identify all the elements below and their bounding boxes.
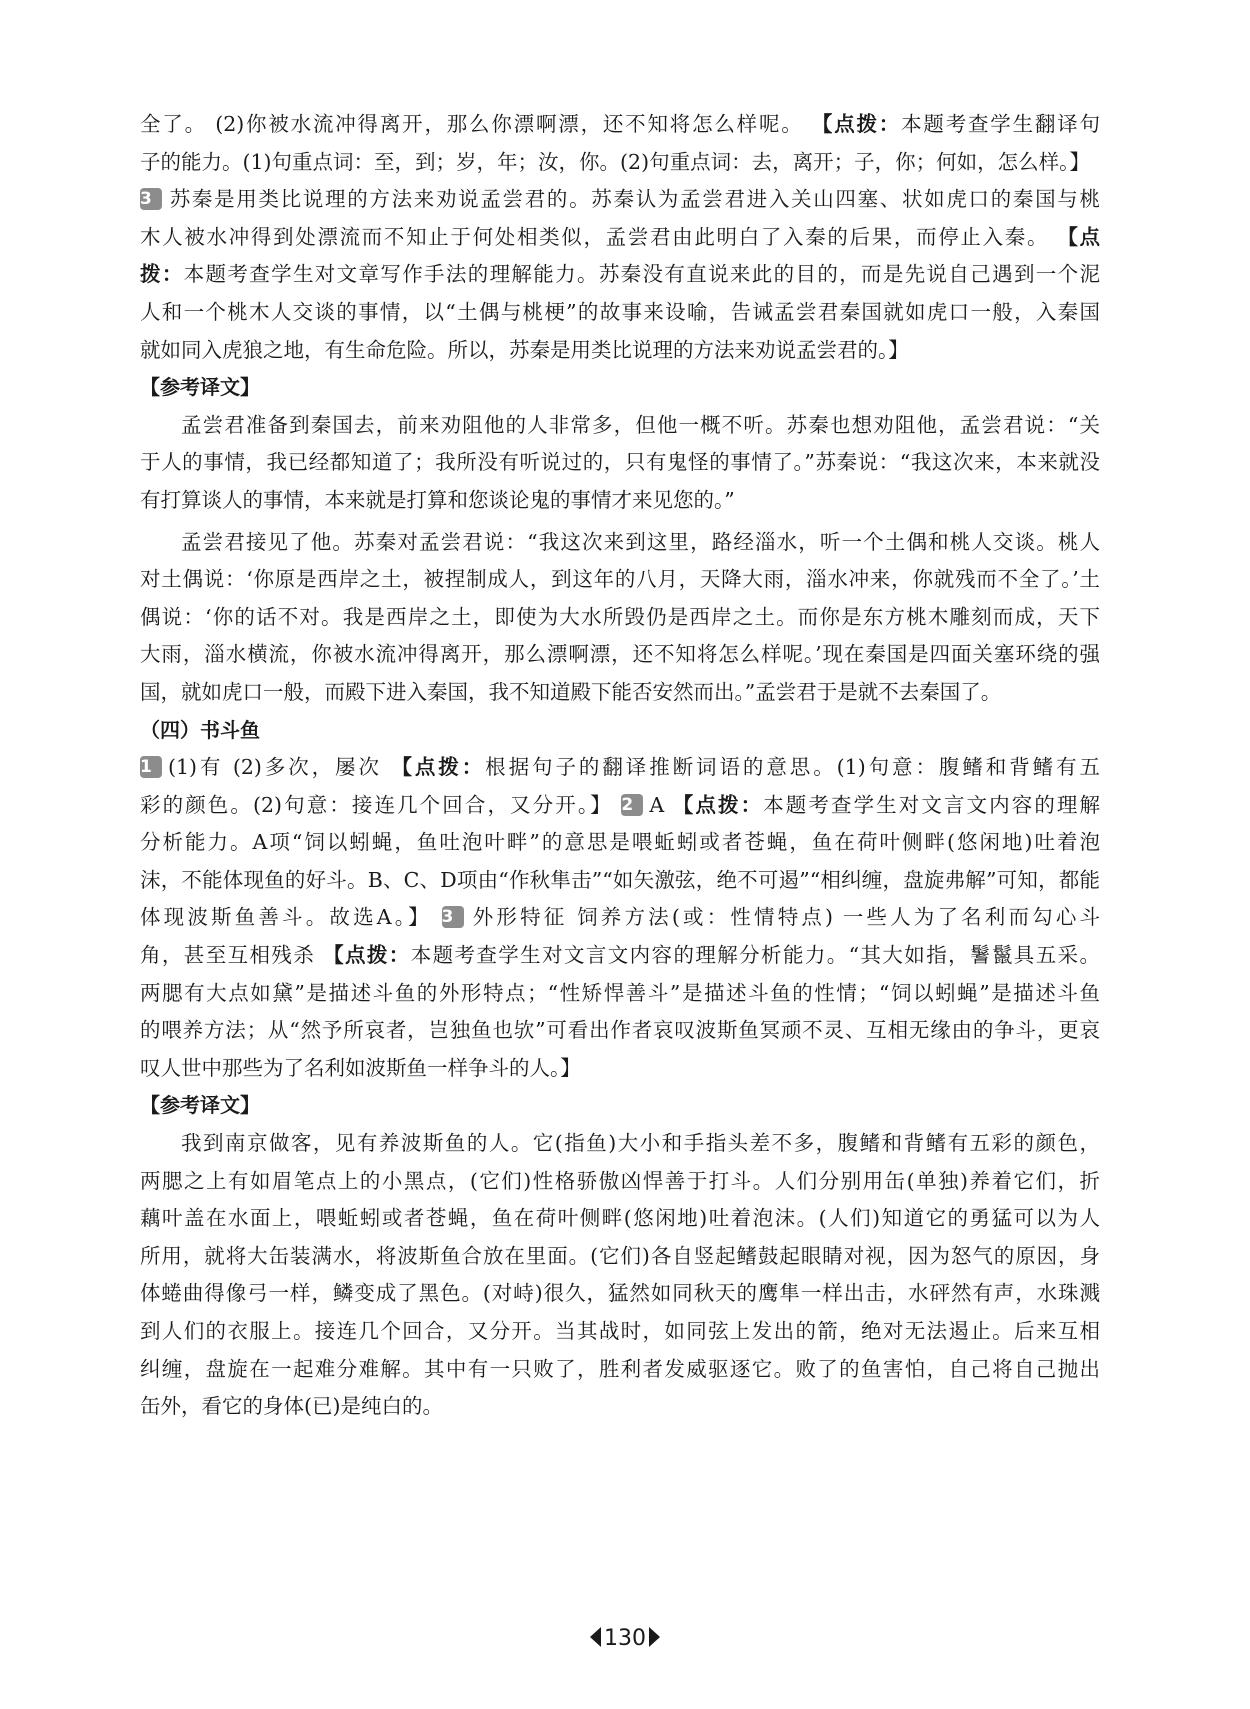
- text-line: [140, 106, 1100, 144]
- text-line: 沫，不能体现鱼的好斗。B、C、D项由“作秋隼击”“如矢激弦，绝不可遏”“相纠缠，盘旋弗解”可知，都能: [140, 867, 1100, 892]
- text-line: 纠缠，盘旋在一起难分难解。其中有一只败了，胜利者发威驱逐它。败了的鱼害怕，自己将自己抛出: [140, 1356, 1100, 1381]
- question-number-badge: 3: [140, 188, 162, 210]
- answer-text: 木人被水冲得到处漂流而不知止于何处相类似，孟尝君由此明白了入秦的后果，而停止入秦。: [140, 224, 1058, 249]
- text-line: 对土偶说：‘你原是西岸之土，被捏制成人，到这年的八月，天降大雨，淄水冲来，你就残而不全了。’土: [140, 567, 1100, 592]
- answer-text: (1)有 (2)多次，屡次: [168, 755, 392, 780]
- section-title: （四）书斗鱼: [140, 717, 260, 742]
- hint-label: 【点拨：: [323, 943, 411, 968]
- section-heading: 【参考译文】: [140, 375, 260, 400]
- hint-label: 【点: [1057, 224, 1100, 249]
- text-line: [140, 899, 1100, 937]
- triangle-left-icon: [590, 1627, 601, 1647]
- text-line: 两腮之上有如眉笔点上的小黑点，(它们)性格骄傲凶悍善于打斗。人们分别用缶(单独)养着它们，折: [140, 1168, 1100, 1193]
- text-line: 缶外，看它的身体(已)是纯白的。: [140, 1394, 443, 1419]
- hint-text: 本题考查学生翻译句: [901, 112, 1100, 136]
- hint-text: 本题考查学生对文言文内容的理解分析能力。“其大如指，鬐鬣具五采。: [410, 943, 1100, 968]
- text-line: 分析能力。A项“饲以蚓蝇，鱼吐泡叶畔”的意思是喂蚯蚓或者苍蝇，鱼在荷叶侧畔(悠闲地)吐着泡: [140, 830, 1100, 855]
- text-line: 到人们的衣服上。接连几个回合，又分开。当其战时，如同弦上发出的箭，绝对无法遏止。后来互相: [140, 1319, 1100, 1343]
- hint-text: 本题考查学生对文言文内容的理解: [763, 792, 1100, 817]
- hint-text: 彩的颜色。(2)句意：接连几个回合，又分开。】: [140, 792, 622, 817]
- text-line: 国，就如虎口一般，而殿下进入秦国，我不知道殿下能否安然而出。”孟尝君于是就不去秦国了。: [140, 679, 1002, 704]
- text-line: [140, 749, 1100, 787]
- text-line: 子的能力。(1)句重点词：至，到；岁，年；汝，你。(2)句重点词：去，离开；子，你；何如，怎么样。】: [140, 149, 1090, 174]
- answer-text: 外形特征 饲养方法(或：性情特点) 一些人为了名利而勾心斗: [469, 905, 1100, 930]
- hint-label: 【点拨：: [672, 792, 764, 817]
- text-line: 所用，就将大缶装满水，将波斯鱼合放在里面。(它们)各自竖起鳍鼓起眼睛对视，因为怒气的原因，身: [140, 1243, 1100, 1268]
- answer-text: 苏秦是用类比说理的方法来劝说孟尝君的。苏秦认为孟尝君进入关山四塞、状如虎口的秦国与桃: [168, 187, 1100, 212]
- text-line: 两腮有大点如黛”是描述斗鱼的外形特点；“性矫悍善斗”是描述斗鱼的性情；“饲以蚓蝇”是描述斗鱼: [140, 980, 1100, 1005]
- text-line: 就如同入虎狼之地，有生命危险。所以，苏秦是用类比说理的方法来劝说孟尝君的。】: [140, 337, 909, 362]
- hint-text: 本题考查学生对文章写作手法的理解能力。苏秦没有直说来此的目的，而是先说自己遇到一个泥: [183, 262, 1100, 287]
- text-line: 大雨，淄水横流，你被水流冲得离开，那么漂啊漂，还不知将怎么样呢。’现在秦国是四面关塞环绕的强: [140, 642, 1100, 667]
- section-heading: 【参考译文】: [140, 1093, 260, 1118]
- text-line: 孟尝君准备到秦国去，前来劝阻他的人非常多，但他一概不听。苏秦也想劝阻他，孟尝君说：“关: [181, 412, 1100, 437]
- text-line: [140, 219, 1100, 257]
- hint-text: 体现波斯鱼善斗。故选A。】: [140, 905, 442, 930]
- text-line: 叹人世中那些为了名利如波斯鱼一样争斗的人。】: [140, 1055, 581, 1080]
- text-line: [140, 937, 1100, 975]
- text-line: 于人的事情，我已经都知道了；我所没有听说过的，只有鬼怪的事情了。”苏秦说：“我这次来，本来就没: [140, 450, 1100, 475]
- hint-label: 【点拨：: [391, 755, 486, 780]
- page-number: 130: [604, 1626, 646, 1651]
- text-line: [140, 181, 1100, 219]
- text-line: 藕叶盖在水面上，喂蚯蚓或者苍蝇，鱼在荷叶侧畔(悠闲地)吐着泡沫。(人们)知道它的勇猛可以为人: [140, 1206, 1100, 1231]
- page-footer: [0, 1626, 1250, 1651]
- triangle-right-icon: [649, 1627, 660, 1647]
- text-line: 体蜷曲得像弓一样，鳞变成了黑色。(对峙)很久，猛然如同秋天的鹰隼一样出击，水砰然有声，水珠溅: [140, 1281, 1100, 1306]
- question-number-badge: 1: [140, 756, 162, 778]
- hint-label: 拨：: [140, 262, 184, 287]
- text-line: 偶说：‘你的话不对。我是西岸之土，即使为大水所毁仍是西岸之土。而你是东方桃木雕刻而成，天下: [140, 604, 1100, 629]
- text-line: 有打算谈人的事情，本来就是打算和您谈论鬼的事情才来见您的。”: [140, 487, 735, 512]
- text-line: 孟尝君接见了他。苏秦对孟尝君说：“我这次来到这里，路经淄水，听一个土偶和桃人交谈。桃人: [181, 529, 1100, 554]
- hint-text: 根据句子的翻译推断词语的意思。(1)句意：腹鳍和背鳍有五: [485, 755, 1100, 780]
- text-line: 的喂养方法；从“然予所哀者，岂独鱼也欤”可看出作者哀叹波斯鱼冥顽不灵、互相无缘由的争斗，更哀: [140, 1018, 1100, 1043]
- answer-text: 角，甚至互相残杀: [140, 943, 324, 968]
- answer-text: A: [649, 792, 673, 817]
- text-line: [140, 256, 1100, 294]
- answer-text: 全了。 (2)你被水流冲得离开，那么你漂啊漂，还不知将怎么样呢。: [140, 112, 812, 136]
- text-line: [140, 787, 1100, 825]
- question-number-badge: 2: [621, 794, 643, 816]
- text-line: 我到南京做客，见有养波斯鱼的人。它(指鱼)大小和手指头差不多，腹鳍和背鳍有五彩的颜色，: [181, 1131, 1100, 1156]
- hint-label: 【点拨：: [811, 112, 902, 136]
- text-line: 人和一个桃木人交谈的事情，以“土偶与桃梗”的故事来设喻，告诫孟尝君秦国就如虎口一般，入秦国: [140, 299, 1100, 324]
- document-page: [140, 106, 1100, 1426]
- question-number-badge: 3: [442, 906, 464, 928]
